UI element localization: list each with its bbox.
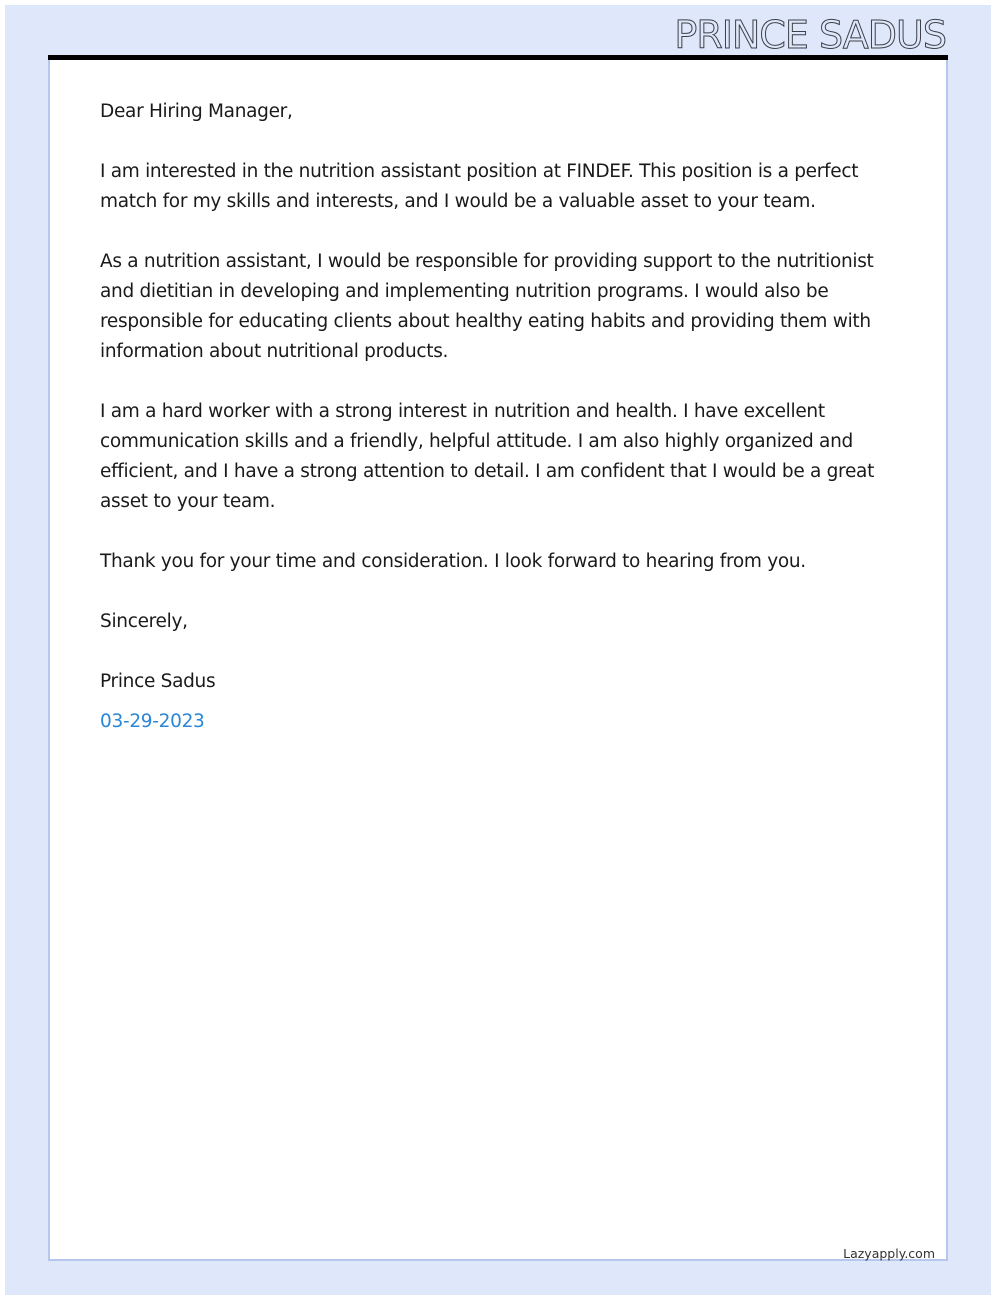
paragraph-intro: I am interested in the nutrition assistant position at FINDEF. This position is a perfect match for my skills and interests, and I would be a valuable asset to your team.	[100, 161, 859, 212]
paragraph-responsibilities: As a nutrition assistant, I would be responsible for providing support to the nutritionist and dietitian in developing and implementing nutrition programs. I would also be responsible for educating clients about healthy eating habits and providing them with information about nutritional products.	[100, 251, 874, 362]
salutation: Dear Hiring Manager,	[100, 101, 293, 122]
header-name: PRINCE SADUS	[674, 13, 946, 57]
closing: Sincerely,	[100, 611, 188, 632]
paragraph-thanks: Thank you for your time and consideration. I look forward to hearing from you.	[100, 551, 806, 572]
letter-body	[100, 97, 890, 737]
paragraph-qualifications: I am a hard worker with a strong interest in nutrition and health. I have excellent communication skills and a friendly, helpful attitude. I am also highly organized and efficient, and I have a strong attention to detail. I am confident that I would be a great asset to your team.	[100, 401, 875, 512]
letter-date: 03-29-2023	[100, 711, 205, 732]
footer-brand[interactable]: Lazyapply.com	[843, 1246, 935, 1261]
signature: Prince Sadus	[100, 671, 216, 692]
